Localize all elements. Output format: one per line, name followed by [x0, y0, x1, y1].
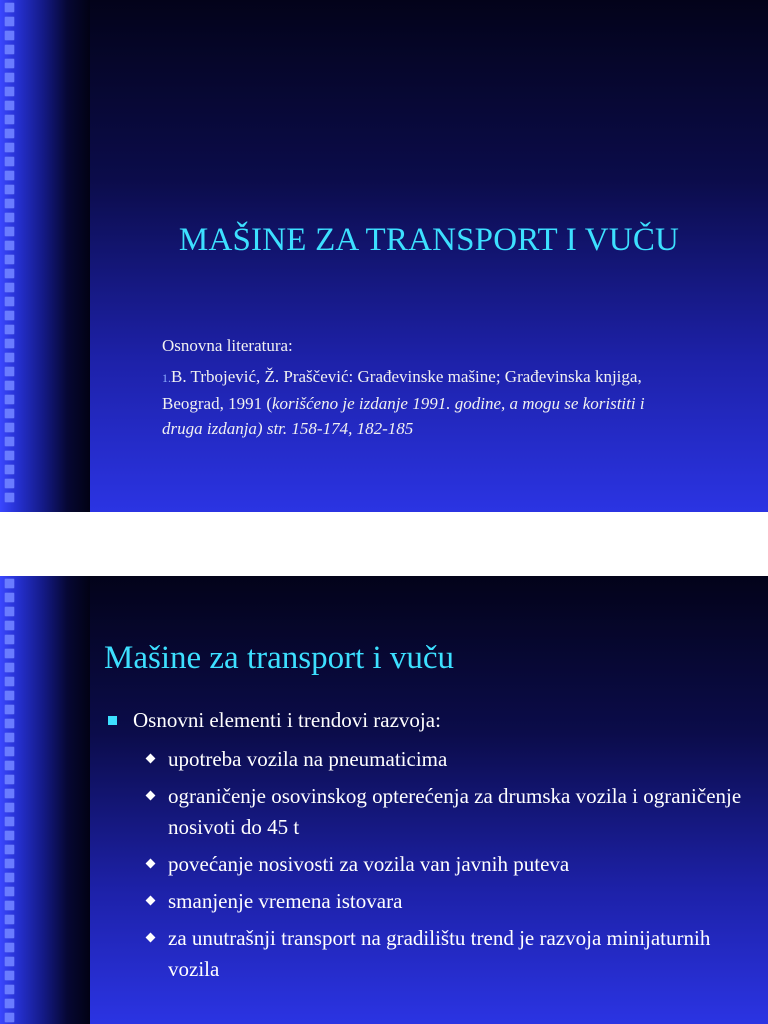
decor-square — [5, 101, 14, 110]
decor-square — [5, 663, 14, 672]
decor-square — [5, 859, 14, 868]
decor-square — [5, 677, 14, 686]
decor-squares — [5, 0, 21, 512]
decor-square — [5, 367, 14, 376]
left-decor-bar — [0, 576, 90, 1024]
decor-square — [5, 691, 14, 700]
slide-title: MAŠINE ZA TRANSPORT I VUČU — [178, 222, 680, 258]
decor-square — [5, 339, 14, 348]
list-item: ograničenje osovinskog opterećenja za drumska vozila i ograničenje nosivoti do 45 t — [146, 781, 756, 843]
decor-square — [5, 803, 14, 812]
decor-square — [5, 887, 14, 896]
decor-square — [5, 325, 14, 334]
decor-square — [5, 831, 14, 840]
decor-square — [5, 297, 14, 306]
decor-square — [5, 479, 14, 488]
decor-square — [5, 635, 14, 644]
decor-square — [5, 915, 14, 924]
decor-square — [5, 255, 14, 264]
decor-square — [5, 353, 14, 362]
decor-square — [5, 381, 14, 390]
decor-square — [5, 789, 14, 798]
decor-square — [5, 621, 14, 630]
decor-square — [5, 395, 14, 404]
slide-2 — [0, 576, 768, 1024]
decor-square — [5, 213, 14, 222]
decor-square — [5, 873, 14, 882]
decor-square — [5, 845, 14, 854]
decor-square — [5, 115, 14, 124]
diamond-bullet-icon — [146, 791, 156, 801]
decor-square — [5, 719, 14, 728]
decor-square — [5, 437, 14, 446]
decor-square — [5, 733, 14, 742]
decor-square — [5, 17, 14, 26]
diamond-bullet-icon — [146, 859, 156, 869]
list-item: upotreba vozila na pneumaticima — [146, 744, 756, 775]
diamond-bullet-icon — [146, 933, 156, 943]
decor-square — [5, 451, 14, 460]
decor-square — [5, 1013, 14, 1022]
decor-square — [5, 817, 14, 826]
slide-title: Mašine za transport i vuču — [104, 640, 455, 676]
decor-square — [5, 311, 14, 320]
decor-square — [5, 607, 14, 616]
square-bullet-icon — [108, 716, 117, 725]
decor-square — [5, 129, 14, 138]
decor-square — [5, 747, 14, 756]
decor-square — [5, 943, 14, 952]
decor-square — [5, 59, 14, 68]
decor-square — [5, 985, 14, 994]
decor-square — [5, 423, 14, 432]
decor-square — [5, 929, 14, 938]
literature-heading: Osnovna literatura: — [162, 336, 293, 355]
decor-square — [5, 31, 14, 40]
bullet-main — [108, 708, 441, 733]
reference-note: korišćeno je izdanje 1991. godine, a mogu se koristiti i druga izdanja) str. 158-174, 182-185 — [162, 394, 645, 438]
decor-squares — [5, 576, 21, 1024]
decor-square — [5, 157, 14, 166]
decor-square — [5, 171, 14, 180]
list-item: povećanje nosivosti za vozila van javnih puteva — [146, 849, 756, 880]
decor-square — [5, 143, 14, 152]
decor-square — [5, 775, 14, 784]
decor-square — [5, 241, 14, 250]
decor-square — [5, 3, 14, 12]
decor-square — [5, 901, 14, 910]
decor-square — [5, 409, 14, 418]
decor-square — [5, 493, 14, 502]
left-decor-bar — [0, 0, 90, 512]
decor-square — [5, 649, 14, 658]
reference-item — [162, 364, 682, 441]
decor-square — [5, 199, 14, 208]
decor-square — [5, 999, 14, 1008]
decor-square — [5, 73, 14, 82]
decor-square — [5, 269, 14, 278]
diamond-bullet-icon — [146, 754, 156, 764]
decor-square — [5, 87, 14, 96]
decor-square — [5, 227, 14, 236]
reference-text: B. Trbojević, Ž. Praščević: Građevinske mašine; Građevinska knjiga, Beograd, 1991 ( — [162, 367, 642, 413]
decor-square — [5, 283, 14, 292]
decor-square — [5, 579, 14, 588]
list-item: za unutrašnji transport na gradilištu trend je razvoja minijaturnih vozila — [146, 923, 756, 985]
bullet-main-text: Osnovni elementi i trendovi razvoja: — [133, 708, 441, 732]
decor-square — [5, 465, 14, 474]
decor-square — [5, 705, 14, 714]
reference-number: 1. — [162, 371, 171, 385]
decor-square — [5, 593, 14, 602]
literature-block — [162, 333, 682, 441]
sub-bullet-list — [146, 744, 756, 991]
diamond-bullet-icon — [146, 896, 156, 906]
list-item: smanjenje vremena istovara — [146, 886, 756, 917]
decor-square — [5, 971, 14, 980]
decor-square — [5, 45, 14, 54]
decor-square — [5, 957, 14, 966]
decor-square — [5, 761, 14, 770]
decor-square — [5, 185, 14, 194]
